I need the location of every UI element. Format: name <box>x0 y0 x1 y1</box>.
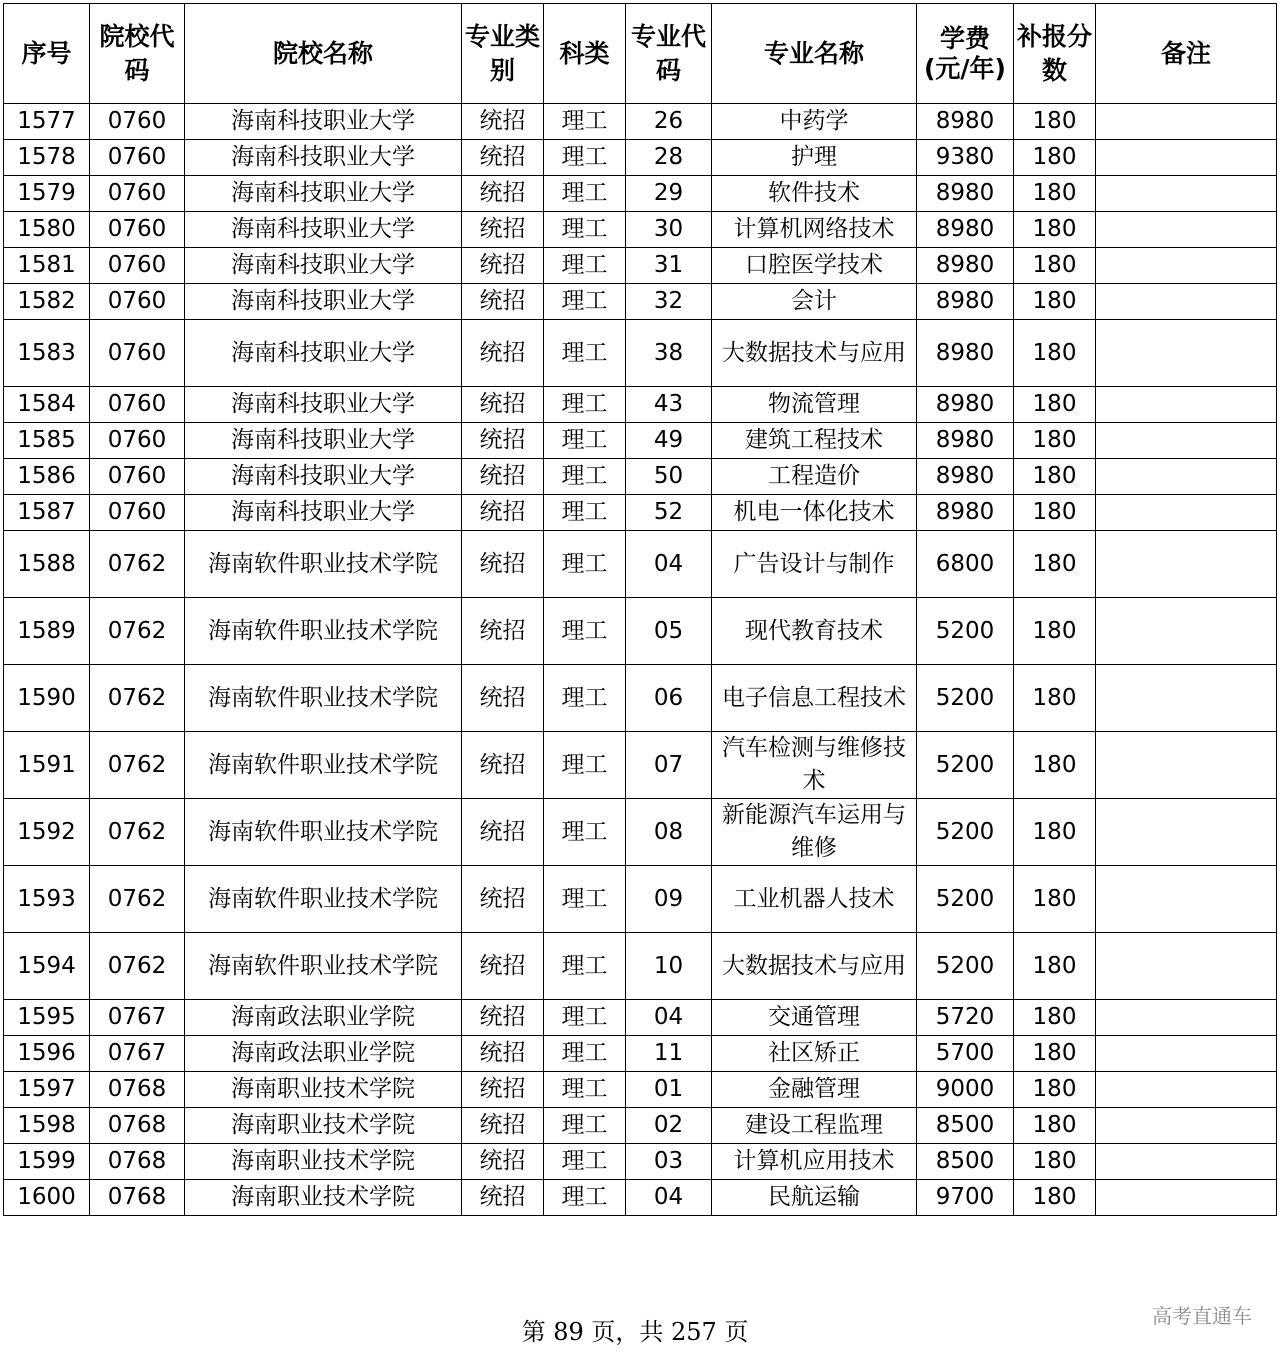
cell-score: 180 <box>1014 284 1096 320</box>
cell-remark <box>1096 1144 1277 1180</box>
cell-major-name: 民航运输 <box>712 1180 917 1216</box>
table-row <box>4 732 1277 799</box>
cell-subject: 理工 <box>544 140 626 176</box>
cell-subject: 理工 <box>544 459 626 495</box>
table-row <box>4 387 1277 423</box>
cell-category: 统招 <box>462 248 544 284</box>
cell-major-name: 工业机器人技术 <box>712 866 917 933</box>
cell-remark <box>1096 212 1277 248</box>
cell-major-name: 社区矫正 <box>712 1036 917 1072</box>
cell-school-name: 海南科技职业大学 <box>185 284 462 320</box>
cell-major-code: 09 <box>626 866 712 933</box>
table-row <box>4 459 1277 495</box>
admission-table <box>3 3 1277 1216</box>
cell-category: 统招 <box>462 933 544 1000</box>
table-row <box>4 1144 1277 1180</box>
header-category: 专业类别 <box>462 4 544 104</box>
cell-remark <box>1096 1036 1277 1072</box>
cell-subject: 理工 <box>544 495 626 531</box>
cell-subject: 理工 <box>544 284 626 320</box>
cell-subject: 理工 <box>544 104 626 140</box>
cell-tuition: 8980 <box>917 387 1014 423</box>
cell-school-code: 0762 <box>90 665 185 732</box>
cell-school-name: 海南政法职业学院 <box>185 1000 462 1036</box>
cell-category: 统招 <box>462 531 544 598</box>
cell-school-name: 海南职业技术学院 <box>185 1108 462 1144</box>
cell-subject: 理工 <box>544 1144 626 1180</box>
cell-major-name: 现代教育技术 <box>712 598 917 665</box>
cell-score: 180 <box>1014 866 1096 933</box>
cell-seq: 1598 <box>4 1108 90 1144</box>
cell-seq: 1599 <box>4 1144 90 1180</box>
cell-subject: 理工 <box>544 732 626 799</box>
cell-tuition: 5720 <box>917 1000 1014 1036</box>
cell-subject: 理工 <box>544 320 626 387</box>
cell-seq: 1579 <box>4 176 90 212</box>
table-row <box>4 665 1277 732</box>
cell-category: 统招 <box>462 732 544 799</box>
cell-category: 统招 <box>462 320 544 387</box>
cell-school-name: 海南软件职业技术学院 <box>185 665 462 732</box>
cell-category: 统招 <box>462 1000 544 1036</box>
cell-score: 180 <box>1014 732 1096 799</box>
cell-school-name: 海南科技职业大学 <box>185 459 462 495</box>
cell-tuition: 9700 <box>917 1180 1014 1216</box>
cell-subject: 理工 <box>544 598 626 665</box>
cell-tuition: 8500 <box>917 1144 1014 1180</box>
header-school-name: 院校名称 <box>185 4 462 104</box>
cell-major-name: 软件技术 <box>712 176 917 212</box>
cell-seq: 1600 <box>4 1180 90 1216</box>
cell-tuition: 9380 <box>917 140 1014 176</box>
cell-category: 统招 <box>462 104 544 140</box>
header-seq: 序号 <box>4 4 90 104</box>
table-row <box>4 320 1277 387</box>
cell-seq: 1589 <box>4 598 90 665</box>
cell-remark <box>1096 387 1277 423</box>
table-row <box>4 140 1277 176</box>
table-row <box>4 495 1277 531</box>
cell-major-code: 32 <box>626 284 712 320</box>
cell-school-code: 0760 <box>90 284 185 320</box>
cell-subject: 理工 <box>544 799 626 866</box>
cell-subject: 理工 <box>544 866 626 933</box>
table-row <box>4 1072 1277 1108</box>
cell-subject: 理工 <box>544 1180 626 1216</box>
cell-school-code: 0760 <box>90 387 185 423</box>
cell-subject: 理工 <box>544 1000 626 1036</box>
table-row <box>4 1000 1277 1036</box>
cell-category: 统招 <box>462 1180 544 1216</box>
cell-major-code: 30 <box>626 212 712 248</box>
cell-remark <box>1096 320 1277 387</box>
cell-school-code: 0762 <box>90 866 185 933</box>
cell-remark <box>1096 1180 1277 1216</box>
table-row <box>4 104 1277 140</box>
cell-remark <box>1096 1000 1277 1036</box>
page-number: 第 89 页，共 257 页 <box>521 1318 749 1346</box>
cell-subject: 理工 <box>544 176 626 212</box>
cell-school-name: 海南科技职业大学 <box>185 495 462 531</box>
cell-category: 统招 <box>462 459 544 495</box>
cell-major-code: 29 <box>626 176 712 212</box>
cell-school-name: 海南科技职业大学 <box>185 212 462 248</box>
cell-major-name: 计算机网络技术 <box>712 212 917 248</box>
cell-seq: 1591 <box>4 732 90 799</box>
cell-school-code: 0762 <box>90 933 185 1000</box>
cell-subject: 理工 <box>544 665 626 732</box>
cell-school-code: 0762 <box>90 799 185 866</box>
cell-school-code: 0760 <box>90 495 185 531</box>
cell-remark <box>1096 1072 1277 1108</box>
cell-remark <box>1096 495 1277 531</box>
cell-seq: 1596 <box>4 1036 90 1072</box>
cell-score: 180 <box>1014 1072 1096 1108</box>
table-row <box>4 176 1277 212</box>
cell-tuition: 5200 <box>917 732 1014 799</box>
cell-seq: 1593 <box>4 866 90 933</box>
cell-major-code: 31 <box>626 248 712 284</box>
cell-subject: 理工 <box>544 531 626 598</box>
cell-seq: 1585 <box>4 423 90 459</box>
cell-subject: 理工 <box>544 1108 626 1144</box>
cell-major-name: 建筑工程技术 <box>712 423 917 459</box>
cell-major-code: 05 <box>626 598 712 665</box>
cell-school-name: 海南软件职业技术学院 <box>185 531 462 598</box>
header-tuition: 学费(元/年) <box>917 4 1014 104</box>
cell-subject: 理工 <box>544 423 626 459</box>
table-header-row <box>4 4 1277 104</box>
cell-school-code: 0762 <box>90 732 185 799</box>
cell-score: 180 <box>1014 387 1096 423</box>
cell-major-code: 38 <box>626 320 712 387</box>
cell-seq: 1590 <box>4 665 90 732</box>
cell-score: 180 <box>1014 1144 1096 1180</box>
cell-school-code: 0762 <box>90 531 185 598</box>
cell-school-code: 0760 <box>90 423 185 459</box>
table-row <box>4 1036 1277 1072</box>
cell-seq: 1584 <box>4 387 90 423</box>
cell-major-name: 口腔医学技术 <box>712 248 917 284</box>
cell-school-code: 0762 <box>90 598 185 665</box>
cell-score: 180 <box>1014 495 1096 531</box>
cell-category: 统招 <box>462 423 544 459</box>
cell-score: 180 <box>1014 598 1096 665</box>
cell-major-code: 06 <box>626 665 712 732</box>
cell-category: 统招 <box>462 665 544 732</box>
cell-category: 统招 <box>462 1144 544 1180</box>
cell-seq: 1592 <box>4 799 90 866</box>
cell-major-name: 广告设计与制作 <box>712 531 917 598</box>
cell-category: 统招 <box>462 387 544 423</box>
cell-major-name: 新能源汽车运用与维修 <box>712 799 917 866</box>
cell-seq: 1578 <box>4 140 90 176</box>
cell-seq: 1588 <box>4 531 90 598</box>
cell-school-name: 海南科技职业大学 <box>185 320 462 387</box>
cell-tuition: 8980 <box>917 423 1014 459</box>
table-row <box>4 531 1277 598</box>
table-row <box>4 866 1277 933</box>
cell-seq: 1582 <box>4 284 90 320</box>
header-remark: 备注 <box>1096 4 1277 104</box>
cell-major-code: 43 <box>626 387 712 423</box>
cell-school-code: 0768 <box>90 1180 185 1216</box>
cell-major-name: 大数据技术与应用 <box>712 320 917 387</box>
table-row <box>4 212 1277 248</box>
cell-category: 统招 <box>462 212 544 248</box>
header-school-code: 院校代码 <box>90 4 185 104</box>
cell-major-code: 03 <box>626 1144 712 1180</box>
cell-major-code: 02 <box>626 1108 712 1144</box>
cell-major-code: 07 <box>626 732 712 799</box>
cell-school-name: 海南科技职业大学 <box>185 387 462 423</box>
cell-tuition: 5200 <box>917 866 1014 933</box>
cell-seq: 1580 <box>4 212 90 248</box>
cell-major-code: 11 <box>626 1036 712 1072</box>
cell-major-name: 中药学 <box>712 104 917 140</box>
header-major-code: 专业代码 <box>626 4 712 104</box>
cell-remark <box>1096 799 1277 866</box>
cell-remark <box>1096 423 1277 459</box>
cell-major-name: 电子信息工程技术 <box>712 665 917 732</box>
cell-school-name: 海南软件职业技术学院 <box>185 933 462 1000</box>
cell-major-code: 04 <box>626 531 712 598</box>
cell-category: 统招 <box>462 495 544 531</box>
cell-school-name: 海南软件职业技术学院 <box>185 598 462 665</box>
table-row <box>4 1180 1277 1216</box>
cell-school-code: 0760 <box>90 140 185 176</box>
cell-major-name: 计算机应用技术 <box>712 1144 917 1180</box>
cell-school-code: 0760 <box>90 104 185 140</box>
cell-remark <box>1096 866 1277 933</box>
cell-school-name: 海南软件职业技术学院 <box>185 799 462 866</box>
cell-score: 180 <box>1014 248 1096 284</box>
cell-school-code: 0760 <box>90 320 185 387</box>
cell-remark <box>1096 598 1277 665</box>
cell-major-name: 建设工程监理 <box>712 1108 917 1144</box>
cell-score: 180 <box>1014 665 1096 732</box>
cell-major-name: 工程造价 <box>712 459 917 495</box>
cell-major-name: 护理 <box>712 140 917 176</box>
cell-tuition: 5200 <box>917 933 1014 1000</box>
cell-school-code: 0768 <box>90 1144 185 1180</box>
cell-school-code: 0768 <box>90 1072 185 1108</box>
table-row <box>4 1108 1277 1144</box>
cell-seq: 1577 <box>4 104 90 140</box>
cell-score: 180 <box>1014 212 1096 248</box>
cell-school-name: 海南科技职业大学 <box>185 104 462 140</box>
cell-score: 180 <box>1014 320 1096 387</box>
cell-subject: 理工 <box>544 212 626 248</box>
cell-tuition: 8980 <box>917 248 1014 284</box>
cell-major-code: 28 <box>626 140 712 176</box>
table-row <box>4 933 1277 1000</box>
cell-school-name: 海南软件职业技术学院 <box>185 866 462 933</box>
cell-major-code: 26 <box>626 104 712 140</box>
cell-remark <box>1096 732 1277 799</box>
cell-score: 180 <box>1014 140 1096 176</box>
cell-category: 统招 <box>462 176 544 212</box>
cell-school-code: 0767 <box>90 1000 185 1036</box>
table-row <box>4 598 1277 665</box>
cell-major-code: 08 <box>626 799 712 866</box>
cell-tuition: 8980 <box>917 212 1014 248</box>
cell-tuition: 6800 <box>917 531 1014 598</box>
cell-score: 180 <box>1014 423 1096 459</box>
header-major-name: 专业名称 <box>712 4 917 104</box>
cell-score: 180 <box>1014 1000 1096 1036</box>
cell-school-name: 海南职业技术学院 <box>185 1144 462 1180</box>
cell-school-code: 0760 <box>90 248 185 284</box>
cell-score: 180 <box>1014 104 1096 140</box>
cell-remark <box>1096 248 1277 284</box>
table-row <box>4 284 1277 320</box>
cell-seq: 1583 <box>4 320 90 387</box>
cell-school-name: 海南职业技术学院 <box>185 1072 462 1108</box>
cell-subject: 理工 <box>544 1072 626 1108</box>
cell-seq: 1581 <box>4 248 90 284</box>
cell-major-code: 52 <box>626 495 712 531</box>
cell-subject: 理工 <box>544 248 626 284</box>
cell-seq: 1597 <box>4 1072 90 1108</box>
cell-tuition: 8980 <box>917 495 1014 531</box>
cell-school-code: 0760 <box>90 212 185 248</box>
cell-score: 180 <box>1014 799 1096 866</box>
cell-school-name: 海南科技职业大学 <box>185 423 462 459</box>
cell-school-name: 海南科技职业大学 <box>185 248 462 284</box>
cell-tuition: 5700 <box>917 1036 1014 1072</box>
cell-subject: 理工 <box>544 1036 626 1072</box>
cell-score: 180 <box>1014 459 1096 495</box>
cell-major-name: 交通管理 <box>712 1000 917 1036</box>
cell-tuition: 9000 <box>917 1072 1014 1108</box>
watermark-text: 高考直通车 <box>1152 1304 1252 1328</box>
cell-school-name: 海南职业技术学院 <box>185 1180 462 1216</box>
cell-school-name: 海南软件职业技术学院 <box>185 732 462 799</box>
cell-subject: 理工 <box>544 933 626 1000</box>
cell-major-name: 金融管理 <box>712 1072 917 1108</box>
cell-major-name: 大数据技术与应用 <box>712 933 917 1000</box>
cell-tuition: 8980 <box>917 104 1014 140</box>
cell-tuition: 8980 <box>917 320 1014 387</box>
cell-score: 180 <box>1014 933 1096 1000</box>
cell-tuition: 5200 <box>917 799 1014 866</box>
cell-tuition: 5200 <box>917 665 1014 732</box>
cell-category: 统招 <box>462 140 544 176</box>
cell-school-code: 0760 <box>90 176 185 212</box>
cell-remark <box>1096 459 1277 495</box>
cell-school-code: 0760 <box>90 459 185 495</box>
cell-school-name: 海南政法职业学院 <box>185 1036 462 1072</box>
header-subject: 科类 <box>544 4 626 104</box>
cell-seq: 1587 <box>4 495 90 531</box>
cell-major-code: 10 <box>626 933 712 1000</box>
cell-major-name: 汽车检测与维修技术 <box>712 732 917 799</box>
cell-school-code: 0768 <box>90 1108 185 1144</box>
cell-category: 统招 <box>462 284 544 320</box>
cell-seq: 1595 <box>4 1000 90 1036</box>
cell-score: 180 <box>1014 1036 1096 1072</box>
cell-score: 180 <box>1014 1108 1096 1144</box>
cell-major-code: 49 <box>626 423 712 459</box>
table-row <box>4 799 1277 866</box>
table-row <box>4 423 1277 459</box>
cell-category: 统招 <box>462 598 544 665</box>
cell-school-name: 海南科技职业大学 <box>185 140 462 176</box>
cell-category: 统招 <box>462 1072 544 1108</box>
header-score: 补报分数 <box>1014 4 1096 104</box>
cell-major-name: 机电一体化技术 <box>712 495 917 531</box>
cell-remark <box>1096 104 1277 140</box>
cell-major-code: 04 <box>626 1180 712 1216</box>
cell-seq: 1586 <box>4 459 90 495</box>
cell-tuition: 8980 <box>917 459 1014 495</box>
cell-seq: 1594 <box>4 933 90 1000</box>
cell-tuition: 8980 <box>917 176 1014 212</box>
cell-category: 统招 <box>462 1108 544 1144</box>
cell-major-code: 04 <box>626 1000 712 1036</box>
cell-category: 统招 <box>462 799 544 866</box>
cell-subject: 理工 <box>544 387 626 423</box>
cell-major-code: 01 <box>626 1072 712 1108</box>
cell-remark <box>1096 531 1277 598</box>
cell-score: 180 <box>1014 1180 1096 1216</box>
cell-tuition: 8980 <box>917 284 1014 320</box>
cell-remark <box>1096 176 1277 212</box>
cell-remark <box>1096 140 1277 176</box>
cell-category: 统招 <box>462 1036 544 1072</box>
cell-category: 统招 <box>462 866 544 933</box>
cell-remark <box>1096 665 1277 732</box>
cell-major-name: 会计 <box>712 284 917 320</box>
cell-school-code: 0767 <box>90 1036 185 1072</box>
cell-remark <box>1096 284 1277 320</box>
cell-tuition: 5200 <box>917 598 1014 665</box>
cell-score: 180 <box>1014 531 1096 598</box>
cell-score: 180 <box>1014 176 1096 212</box>
cell-major-code: 50 <box>626 459 712 495</box>
cell-school-name: 海南科技职业大学 <box>185 176 462 212</box>
cell-remark <box>1096 1108 1277 1144</box>
cell-tuition: 8500 <box>917 1108 1014 1144</box>
cell-remark <box>1096 933 1277 1000</box>
cell-major-name: 物流管理 <box>712 387 917 423</box>
table-row <box>4 248 1277 284</box>
